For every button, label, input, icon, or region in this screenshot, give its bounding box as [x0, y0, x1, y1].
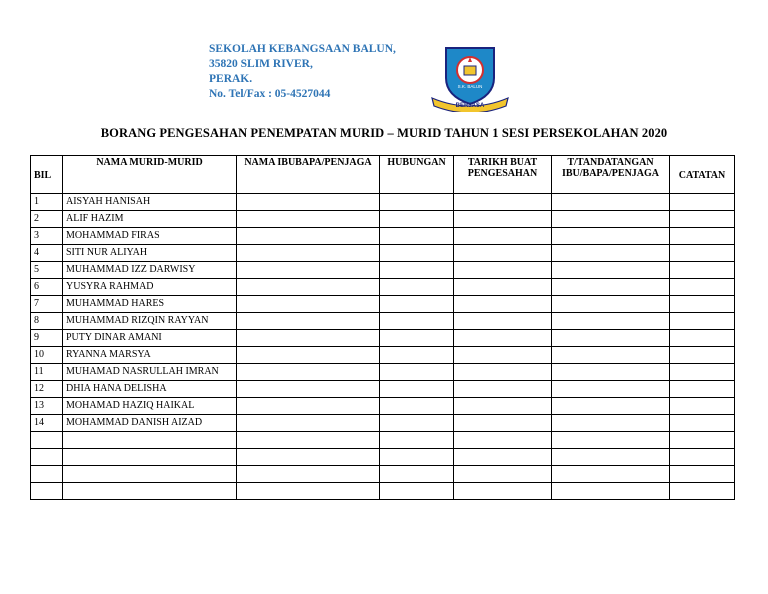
- row-catatan: [670, 211, 735, 228]
- row-tandatangan: [552, 415, 670, 432]
- row-tarikh: [454, 330, 552, 347]
- row-tandatangan: [552, 466, 670, 483]
- row-student-name: MUHAMMAD RIZQIN RAYYAN: [63, 313, 237, 330]
- row-tandatangan: [552, 364, 670, 381]
- row-bil: 5: [31, 262, 63, 279]
- row-bil: 9: [31, 330, 63, 347]
- row-parent-name: [237, 398, 380, 415]
- row-student-name: PUTY DINAR AMANI: [63, 330, 237, 347]
- row-catatan: [670, 381, 735, 398]
- row-tarikh: [454, 415, 552, 432]
- school-address-block: [209, 42, 396, 102]
- row-tandatangan: [552, 296, 670, 313]
- row-catatan: [670, 228, 735, 245]
- table-row: [31, 330, 735, 347]
- header-tandatangan: T/TANDATANGAN IBU/BAPA/PENJAGA: [552, 156, 670, 194]
- row-tandatangan: [552, 228, 670, 245]
- row-tarikh: [454, 483, 552, 500]
- row-tandatangan: [552, 313, 670, 330]
- row-parent-name: [237, 432, 380, 449]
- student-confirmation-table: [30, 155, 735, 500]
- row-tarikh: [454, 364, 552, 381]
- row-parent-name: [237, 466, 380, 483]
- row-tarikh: [454, 449, 552, 466]
- row-catatan: [670, 364, 735, 381]
- table-row: [31, 245, 735, 262]
- table-row: [31, 279, 735, 296]
- row-hubungan: [380, 262, 454, 279]
- row-hubungan: [380, 449, 454, 466]
- row-catatan: [670, 432, 735, 449]
- row-tandatangan: [552, 330, 670, 347]
- row-student-name: RYANNA MARSYA: [63, 347, 237, 364]
- school-postcode-city: 35820 SLIM RIVER,: [209, 58, 313, 70]
- header-nama-ibubapa: NAMA IBUBAPA/PENJAGA: [237, 156, 380, 194]
- header-hubungan: HUBUNGAN: [380, 156, 454, 194]
- table-row-empty: [31, 432, 735, 449]
- row-catatan: [670, 262, 735, 279]
- school-phone: No. Tel/Fax : 05-4527044: [209, 88, 331, 100]
- row-catatan: [670, 313, 735, 330]
- row-parent-name: [237, 262, 380, 279]
- row-bil: [31, 483, 63, 500]
- row-parent-name: [237, 211, 380, 228]
- row-student-name: YUSYRA RAHMAD: [63, 279, 237, 296]
- row-tarikh: [454, 432, 552, 449]
- row-tarikh: [454, 296, 552, 313]
- row-student-name: SITI NUR ALIYAH: [63, 245, 237, 262]
- form-title: BORANG PENGESAHAN PENEMPATAN MURID – MURID TAHUN 1 SESI PERSEKOLAHAN 2020: [100, 126, 668, 140]
- logo-emblem-text: S.K. BALUN: [457, 84, 483, 89]
- row-hubungan: [380, 398, 454, 415]
- table-row: [31, 262, 735, 279]
- row-parent-name: [237, 245, 380, 262]
- row-student-name: MUHAMMAD HARES: [63, 296, 237, 313]
- row-tandatangan: [552, 483, 670, 500]
- row-parent-name: [237, 364, 380, 381]
- row-student-name: [63, 432, 237, 449]
- row-hubungan: [380, 313, 454, 330]
- row-bil: 11: [31, 364, 63, 381]
- header-tarikh: TARIKH BUAT PENGESAHAN: [454, 156, 552, 194]
- table-row-empty: [31, 449, 735, 466]
- row-tandatangan: [552, 347, 670, 364]
- row-tarikh: [454, 466, 552, 483]
- row-hubungan: [380, 194, 454, 211]
- row-bil: 14: [31, 415, 63, 432]
- row-tandatangan: [552, 432, 670, 449]
- row-parent-name: [237, 381, 380, 398]
- row-bil: 4: [31, 245, 63, 262]
- row-bil: 3: [31, 228, 63, 245]
- row-hubungan: [380, 466, 454, 483]
- school-logo: [428, 40, 512, 112]
- row-tarikh: [454, 398, 552, 415]
- header-nama-murid: NAMA MURID-MURID: [63, 156, 237, 194]
- header-bil: BIL: [31, 156, 63, 194]
- row-hubungan: [380, 347, 454, 364]
- row-parent-name: [237, 415, 380, 432]
- row-tandatangan: [552, 381, 670, 398]
- row-tandatangan: [552, 398, 670, 415]
- table-row: [31, 296, 735, 313]
- row-tandatangan: [552, 449, 670, 466]
- row-tarikh: [454, 194, 552, 211]
- row-student-name: DHIA HANA DELISHA: [63, 381, 237, 398]
- school-state: PERAK.: [209, 73, 253, 85]
- row-tandatangan: [552, 245, 670, 262]
- row-catatan: [670, 449, 735, 466]
- row-hubungan: [380, 279, 454, 296]
- row-hubungan: [380, 228, 454, 245]
- row-parent-name: [237, 483, 380, 500]
- row-student-name: MOHAMAD HAZIQ HAIKAL: [63, 398, 237, 415]
- logo-banner-text: BERJASA: [455, 103, 485, 109]
- table-row: [31, 415, 735, 432]
- row-tarikh: [454, 245, 552, 262]
- header-catatan: CATATAN: [670, 156, 735, 194]
- row-catatan: [670, 466, 735, 483]
- row-bil: 2: [31, 211, 63, 228]
- row-catatan: [670, 483, 735, 500]
- row-hubungan: [380, 211, 454, 228]
- row-tandatangan: [552, 194, 670, 211]
- row-parent-name: [237, 347, 380, 364]
- row-catatan: [670, 279, 735, 296]
- row-catatan: [670, 330, 735, 347]
- row-hubungan: [380, 432, 454, 449]
- table-row: [31, 211, 735, 228]
- row-bil: 12: [31, 381, 63, 398]
- row-parent-name: [237, 296, 380, 313]
- row-hubungan: [380, 330, 454, 347]
- row-tarikh: [454, 279, 552, 296]
- table-row: [31, 381, 735, 398]
- row-bil: 8: [31, 313, 63, 330]
- row-tarikh: [454, 262, 552, 279]
- row-catatan: [670, 347, 735, 364]
- row-tarikh: [454, 381, 552, 398]
- row-student-name: MUHAMAD NASRULLAH IMRAN: [63, 364, 237, 381]
- row-parent-name: [237, 228, 380, 245]
- row-tandatangan: [552, 211, 670, 228]
- row-student-name: [63, 449, 237, 466]
- row-parent-name: [237, 449, 380, 466]
- logo-book: [464, 66, 476, 75]
- table-row: [31, 347, 735, 364]
- row-hubungan: [380, 296, 454, 313]
- row-student-name: [63, 483, 237, 500]
- row-student-name: ALIF HAZIM: [63, 211, 237, 228]
- row-catatan: [670, 194, 735, 211]
- table-row: [31, 364, 735, 381]
- row-bil: 10: [31, 347, 63, 364]
- table-row-empty: [31, 466, 735, 483]
- row-hubungan: [380, 381, 454, 398]
- row-tarikh: [454, 313, 552, 330]
- row-bil: [31, 432, 63, 449]
- row-catatan: [670, 296, 735, 313]
- row-tarikh: [454, 211, 552, 228]
- table-row: [31, 228, 735, 245]
- row-tarikh: [454, 228, 552, 245]
- row-bil: 7: [31, 296, 63, 313]
- row-bil: 1: [31, 194, 63, 211]
- row-catatan: [670, 398, 735, 415]
- row-catatan: [670, 415, 735, 432]
- table-row-empty: [31, 483, 735, 500]
- row-tandatangan: [552, 262, 670, 279]
- table-row: [31, 313, 735, 330]
- table-row: [31, 194, 735, 211]
- table-header-row: [31, 156, 735, 194]
- school-name: SEKOLAH KEBANGSAAN BALUN,: [209, 43, 396, 55]
- row-parent-name: [237, 279, 380, 296]
- row-hubungan: [380, 245, 454, 262]
- table-row: [31, 398, 735, 415]
- row-hubungan: [380, 364, 454, 381]
- row-student-name: MUHAMMAD IZZ DARWISY: [63, 262, 237, 279]
- row-student-name: MOHAMMAD FIRAS: [63, 228, 237, 245]
- row-parent-name: [237, 194, 380, 211]
- row-bil: 13: [31, 398, 63, 415]
- row-tandatangan: [552, 279, 670, 296]
- row-tarikh: [454, 347, 552, 364]
- row-student-name: AISYAH HANISAH: [63, 194, 237, 211]
- row-student-name: [63, 466, 237, 483]
- row-hubungan: [380, 415, 454, 432]
- row-student-name: MOHAMMAD DANISH AIZAD: [63, 415, 237, 432]
- row-bil: [31, 466, 63, 483]
- row-catatan: [670, 245, 735, 262]
- row-bil: 6: [31, 279, 63, 296]
- row-parent-name: [237, 330, 380, 347]
- row-bil: [31, 449, 63, 466]
- row-hubungan: [380, 483, 454, 500]
- row-parent-name: [237, 313, 380, 330]
